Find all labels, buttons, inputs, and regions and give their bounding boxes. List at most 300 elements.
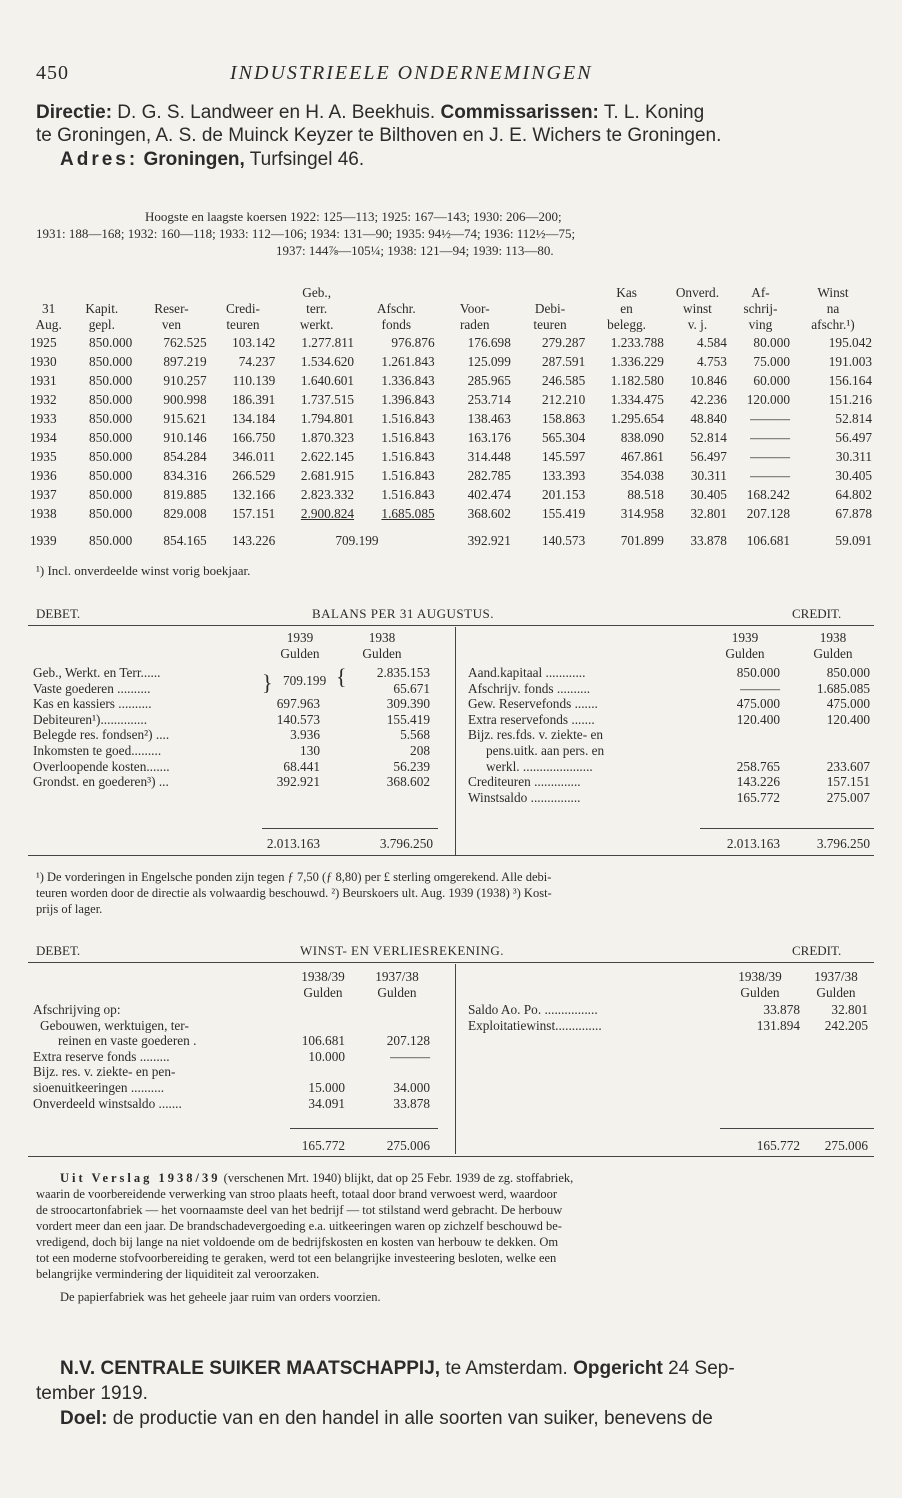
table-cell: 1.182.580 bbox=[610, 373, 664, 388]
table-header-cell: Af- bbox=[751, 285, 770, 300]
financial-history-table bbox=[28, 285, 874, 550]
line-item-value-current: 131.894 bbox=[756, 1017, 800, 1033]
table-cell: 1.737.515 bbox=[300, 392, 355, 407]
line-item-value-current: 68.441 bbox=[283, 758, 320, 774]
koersen-line-2: 1931: 188—168; 1932: 160—118; 1933: 112—106; 1934: 131—90; 1935: 94½—74; 1936: 112½—75; bbox=[36, 226, 576, 241]
line-item-label: Geb., Werkt. en Terr...... bbox=[33, 665, 161, 680]
table-cell: 80.000 bbox=[753, 335, 790, 350]
line-item-value-previous: 850.000 bbox=[826, 665, 870, 680]
line-item-value-previous: 1.685.085 bbox=[816, 680, 870, 696]
line-item-value-current: 697.963 bbox=[276, 696, 320, 712]
table-row bbox=[28, 428, 874, 447]
table-cell: 52.814 bbox=[690, 430, 727, 445]
table-cell: 1.516.843 bbox=[381, 449, 435, 464]
table-header-cell: Winst bbox=[817, 285, 849, 300]
table-cell: 163.176 bbox=[467, 430, 511, 445]
table-header-cell: Aug. bbox=[35, 317, 62, 332]
line-item-value-previous: 207.128 bbox=[386, 1033, 430, 1049]
table-cell: 1.233.788 bbox=[610, 335, 664, 350]
line-item-label: Kas en kassiers .......... bbox=[33, 696, 152, 712]
balans-total1-left: 2.013.163 bbox=[266, 836, 320, 851]
line-item-label: Extra reservefonds ....... bbox=[468, 711, 595, 727]
table-cell: 1.640.601 bbox=[300, 373, 355, 388]
table-cell: 285.965 bbox=[467, 373, 511, 388]
table-cell: 201.153 bbox=[542, 487, 586, 502]
table-cell: 157.151 bbox=[232, 506, 276, 521]
table-cell: 60.000 bbox=[753, 373, 790, 388]
running-title: INDUSTRIEELE ONDERNEMINGEN bbox=[230, 62, 593, 84]
line-item-label: pens.uitk. aan pers. en bbox=[486, 743, 605, 758]
table-row bbox=[28, 504, 874, 523]
table-cell: 1933 bbox=[30, 411, 57, 426]
table-cell: 1936 bbox=[30, 468, 57, 483]
directie-line-1: Directie: D. G. S. Landweer en H. A. Beekhuis. Commissarissen: T. L. Koning bbox=[36, 102, 705, 123]
table-cell: 64.802 bbox=[835, 487, 872, 502]
line-item-value-current: 3.936 bbox=[290, 727, 320, 743]
line-item-label: Extra reserve fonds ......... bbox=[33, 1048, 170, 1064]
balans-title: BALANS PER 31 AUGUSTUS. bbox=[312, 606, 494, 621]
table-cell: 850.000 bbox=[89, 449, 133, 464]
table-header-cell: Kas bbox=[616, 285, 637, 300]
table-cell: 195.042 bbox=[828, 335, 872, 350]
table-row bbox=[28, 352, 874, 371]
table-cell: 1.516.843 bbox=[381, 468, 435, 483]
table-cell: 266.529 bbox=[232, 468, 276, 483]
table-cell: 246.585 bbox=[542, 373, 586, 388]
table-header-cell: werkt. bbox=[299, 317, 334, 332]
table-cell: 850.000 bbox=[89, 392, 133, 407]
next-company-line-2: tember 1919. bbox=[36, 1383, 148, 1404]
line-item-value-current: 130 bbox=[300, 743, 320, 758]
verslag-line-7: belangrijke vermindering der liquiditeit zal veroorzaken. bbox=[36, 1267, 320, 1281]
line-item-label: Inkomsten te goed......... bbox=[33, 743, 162, 758]
line-item-label: Vaste goederen .......... bbox=[33, 680, 151, 696]
table-cell: 1938 bbox=[30, 506, 57, 521]
table-cell: 402.474 bbox=[467, 487, 511, 502]
balans-merged-value: 709.199 bbox=[283, 673, 327, 688]
table-cell: 138.463 bbox=[467, 411, 511, 426]
line-item-value-current: 258.765 bbox=[736, 758, 780, 774]
table-cell: 30.311 bbox=[690, 468, 727, 483]
balans-total2-left: 3.796.250 bbox=[379, 836, 433, 851]
table-cell: 850.000 bbox=[89, 354, 133, 369]
line-item-value-previous: 155.419 bbox=[386, 711, 430, 727]
table-cell: 392.921 bbox=[467, 533, 511, 548]
table-row bbox=[28, 390, 874, 409]
table-cell: 1.516.843 bbox=[381, 411, 435, 426]
table-cell: 143.226 bbox=[232, 533, 276, 548]
line-item-value-previous: 2.835.153 bbox=[376, 665, 430, 680]
table-cell: 10.846 bbox=[690, 373, 727, 388]
balans-year2-right: 1938 bbox=[819, 630, 847, 645]
table-header-row bbox=[28, 317, 874, 333]
table-header-cell: terr. bbox=[306, 301, 328, 316]
table-cell: 838.090 bbox=[620, 430, 664, 445]
table-cell: 467.861 bbox=[620, 449, 664, 464]
table-header-cell: ving bbox=[748, 317, 773, 332]
table-cell: 854.284 bbox=[163, 449, 207, 464]
wv-total2-left: 275.006 bbox=[386, 1138, 430, 1153]
line-item-value-previous: 65.671 bbox=[393, 680, 430, 696]
table-header-cell: raden bbox=[459, 317, 490, 332]
line-item-label: Afschrijving op: bbox=[33, 1002, 121, 1017]
table-cell: 120.000 bbox=[746, 392, 790, 407]
table-spacer bbox=[28, 523, 874, 531]
line-item-label: Grondst. en goederen³) ... bbox=[33, 774, 169, 790]
table-header-cell: winst bbox=[683, 301, 712, 316]
directie-label: Directie: bbox=[36, 102, 113, 123]
verslag-line-5: vredigend, doch bij lange na niet voldoende om de bedrijfskosten en kosten van herbouw te dekken. Om bbox=[36, 1235, 559, 1249]
line-item-value-current: 33.878 bbox=[763, 1002, 800, 1017]
table-cell: 346.011 bbox=[232, 449, 276, 464]
line-item-value-current: 392.921 bbox=[276, 774, 320, 790]
table-cell: 155.419 bbox=[542, 506, 586, 521]
table-cell: 1930 bbox=[30, 354, 57, 369]
table-cell: 1.534.620 bbox=[300, 354, 355, 369]
line-item-label: Crediteuren .............. bbox=[468, 774, 581, 790]
wv-top-rule bbox=[28, 962, 874, 963]
wv-y1-left: 1938/39 bbox=[301, 969, 345, 984]
line-item-value-previous: 242.205 bbox=[824, 1017, 868, 1033]
table-cell: 30.311 bbox=[835, 449, 872, 464]
table-cell: 212.210 bbox=[542, 392, 586, 407]
wv-left-total-rule bbox=[290, 1128, 438, 1129]
wv-right-total-rule bbox=[720, 1128, 874, 1129]
table-cell: 168.242 bbox=[746, 487, 790, 502]
table-row bbox=[28, 466, 874, 485]
table-cell: ——— bbox=[750, 449, 790, 464]
line-item-label: Winstsaldo ............... bbox=[468, 789, 581, 805]
table-cell: 125.099 bbox=[467, 354, 511, 369]
line-item-label: Exploitatiewinst.............. bbox=[468, 1017, 602, 1033]
verslag-line-6: tot een moderne stofvoorbereiding te geraken, werd tot een belangrijke investeering besloten, welke een bbox=[36, 1251, 557, 1265]
table-header-cell: teuren bbox=[533, 317, 567, 332]
table-cell: 88.518 bbox=[627, 487, 664, 502]
line-item-label: reinen en vaste goederen . bbox=[58, 1033, 197, 1049]
table-header-cell bbox=[513, 285, 587, 301]
table-cell: ——— bbox=[750, 430, 790, 445]
wv-cur2-right: Gulden bbox=[816, 985, 856, 1000]
balans-brace-left: } bbox=[262, 670, 273, 695]
table-cell: 850.000 bbox=[89, 506, 133, 521]
line-item-value-previous: 34.000 bbox=[393, 1080, 430, 1095]
wv-bottom-rule bbox=[28, 1156, 874, 1157]
table-cell: 279.287 bbox=[542, 335, 586, 350]
line-item-label: Belegde res. fondsen²) .... bbox=[33, 727, 170, 743]
table-header-cell: Geb., bbox=[302, 285, 332, 300]
table-cell: 850.000 bbox=[89, 533, 133, 548]
table-cell: 207.128 bbox=[746, 506, 790, 521]
table-header-cell: na bbox=[826, 301, 840, 316]
table-cell: 314.958 bbox=[620, 506, 664, 521]
table-cell: 282.785 bbox=[467, 468, 511, 483]
line-item-label: Bijz. res.fds. v. ziekte- en bbox=[468, 727, 604, 743]
table-cell: 42.236 bbox=[690, 392, 727, 407]
table-header-cell: Afschr. bbox=[376, 301, 416, 316]
table-cell: 134.184 bbox=[232, 411, 276, 426]
table-cell: ——— bbox=[750, 468, 790, 483]
line-item-label: Gebouwen, werktuigen, ter- bbox=[40, 1017, 189, 1033]
balans-right-total-rule bbox=[700, 828, 874, 829]
table-cell: 166.750 bbox=[232, 430, 276, 445]
balans-left-total-rule bbox=[262, 828, 438, 829]
wv-total2-right: 275.006 bbox=[824, 1138, 868, 1153]
table-cell: 4.584 bbox=[697, 335, 727, 350]
next-company-doel: Doel: de productie van en den handel in alle soorten van suiker, benevens de bbox=[60, 1408, 713, 1429]
table-header-cell: schrij- bbox=[743, 301, 778, 316]
table-cell: 701.899 bbox=[620, 533, 664, 548]
line-item-value-previous: 5.568 bbox=[400, 727, 430, 743]
table-row bbox=[28, 333, 874, 352]
table-header-cell: Onverd. bbox=[675, 285, 720, 300]
table-cell: 1932 bbox=[30, 392, 57, 407]
table-cell: 829.008 bbox=[163, 506, 207, 521]
table-cell: 1934 bbox=[30, 430, 57, 445]
table-cell: 191.003 bbox=[828, 354, 872, 369]
line-item-label: Saldo Ao. Po. ................ bbox=[468, 1002, 598, 1017]
table-cell: 2.823.332 bbox=[300, 487, 355, 502]
line-item-value-current: 15.000 bbox=[308, 1080, 345, 1095]
table-header-cell bbox=[437, 285, 513, 301]
line-item-value-current: 143.226 bbox=[736, 774, 780, 790]
table-cell: 33.878 bbox=[690, 533, 727, 548]
table-cell: ——— bbox=[750, 411, 790, 426]
table-cell: 253.714 bbox=[467, 392, 511, 407]
balans-debet: DEBET. bbox=[36, 606, 81, 621]
line-item-label: Afschrijv. fonds .......... bbox=[468, 680, 591, 696]
wv-credit: CREDIT. bbox=[792, 943, 842, 958]
balans-credit: CREDIT. bbox=[792, 606, 842, 621]
wv-cur2-left: Gulden bbox=[377, 985, 417, 1000]
table-header-row bbox=[28, 301, 874, 317]
table-cell: 1.685.085 bbox=[381, 506, 435, 521]
line-item-value-previous: 157.151 bbox=[826, 774, 870, 790]
table-cell: 1.261.843 bbox=[381, 354, 435, 369]
balans-total2-right: 3.796.250 bbox=[816, 836, 870, 851]
wv-y2-right: 1937/38 bbox=[814, 969, 858, 984]
table-cell: 59.091 bbox=[835, 533, 872, 548]
line-item-value-previous: 233.607 bbox=[826, 758, 870, 774]
table-cell: 74.237 bbox=[238, 354, 276, 369]
table-cell: 1.334.475 bbox=[610, 392, 664, 407]
wv-y2-left: 1937/38 bbox=[375, 969, 419, 984]
table-header-cell: Credi- bbox=[225, 301, 260, 316]
table-cell: 368.602 bbox=[467, 506, 511, 521]
adres-label: Adres: bbox=[60, 149, 139, 170]
table-row bbox=[28, 485, 874, 504]
table-header-cell: Kapit. bbox=[85, 301, 119, 316]
balans-note-3: prijs of lager. bbox=[36, 902, 103, 916]
page-number: 450 bbox=[36, 62, 69, 84]
verslag-line-1: Uit Verslag 1938/39 (verschenen Mrt. 1940) blijkt, dat op 25 Febr. 1939 de zg. stoffabriek, bbox=[60, 1171, 574, 1185]
table-header-cell: belegg. bbox=[607, 317, 646, 332]
table-header-cell: en bbox=[620, 301, 633, 316]
table-cell: 186.391 bbox=[232, 392, 276, 407]
table-header-row bbox=[28, 285, 874, 301]
table-cell: 2.681.915 bbox=[300, 468, 355, 483]
table-header-cell: Voor- bbox=[459, 301, 490, 316]
table-cell: 1935 bbox=[30, 449, 57, 464]
table-cell: 850.000 bbox=[89, 468, 133, 483]
table-cell: 106.681 bbox=[746, 533, 790, 548]
table-cell: 854.165 bbox=[163, 533, 207, 548]
line-item-value-current: 10.000 bbox=[308, 1048, 345, 1064]
table-cell: 156.164 bbox=[828, 373, 872, 388]
adres-line: Adres: Groningen, Turfsingel 46. bbox=[60, 149, 365, 170]
wv-y1-right: 1938/39 bbox=[738, 969, 782, 984]
table-cell: 132.166 bbox=[232, 487, 276, 502]
balans-brace-right: { bbox=[336, 664, 347, 689]
line-item-value-previous: 368.602 bbox=[386, 774, 430, 790]
line-item-value-previous: 475.000 bbox=[826, 696, 870, 712]
table-cell: 1.295.654 bbox=[610, 411, 664, 426]
table-cell: 1.870.323 bbox=[300, 430, 355, 445]
table-cell: 151.216 bbox=[828, 392, 872, 407]
table-cell: 709.199 bbox=[335, 533, 379, 548]
table-cell: 287.591 bbox=[542, 354, 586, 369]
table-cell: 56.497 bbox=[690, 449, 727, 464]
wv-cur1-right: Gulden bbox=[740, 985, 780, 1000]
line-item-value-previous: 33.878 bbox=[393, 1095, 430, 1111]
table-footnote: ¹) Incl. onverdeelde winst vorig boekjaar. bbox=[36, 563, 251, 578]
wv-divider bbox=[455, 964, 456, 1154]
table-cell: 897.219 bbox=[163, 354, 207, 369]
balans-year2-left: 1938 bbox=[368, 630, 396, 645]
table-cell: 56.497 bbox=[835, 430, 872, 445]
koersen-line-3: 1937: 144⅞—105¼; 1938: 121—94; 1939: 113—80. bbox=[276, 243, 554, 258]
table-cell: 133.393 bbox=[542, 468, 586, 483]
koersen-line-1: Hoogste en laagste koersen 1922: 125—113; 1925: 167—143; 1930: 206—200; bbox=[145, 209, 562, 224]
table-cell: 850.000 bbox=[89, 373, 133, 388]
table-cell: 2.622.145 bbox=[300, 449, 355, 464]
table-cell: 1937 bbox=[30, 487, 57, 502]
table-header-cell: 31 bbox=[42, 301, 56, 316]
table-header-cell bbox=[28, 285, 69, 301]
line-item-label: Gew. Reservefonds ....... bbox=[468, 696, 598, 712]
table-header-cell: ven bbox=[161, 317, 182, 332]
line-item-label: Overloopende kosten....... bbox=[33, 758, 170, 774]
table-cell: 1.516.843 bbox=[381, 430, 435, 445]
next-company-name: N.V. CENTRALE SUIKER MAATSCHAPPIJ, bbox=[60, 1358, 441, 1379]
table-cell: 30.405 bbox=[690, 487, 727, 502]
table-cell: 140.573 bbox=[542, 533, 586, 548]
table-cell: 30.405 bbox=[835, 468, 872, 483]
balans-cur2-right: Gulden bbox=[813, 646, 853, 661]
line-item-value-current: 850.000 bbox=[736, 665, 780, 680]
balans-divider bbox=[455, 627, 456, 855]
table-cell: 900.998 bbox=[163, 392, 207, 407]
commissarissen-label: Commissarissen: bbox=[440, 102, 599, 123]
line-item-value-current: 475.000 bbox=[736, 696, 780, 712]
table-cell: 910.257 bbox=[163, 373, 207, 388]
line-item-label: werkl. ..................... bbox=[486, 758, 593, 774]
balans-top-rule bbox=[28, 625, 874, 626]
table-cell: 1925 bbox=[30, 335, 57, 350]
table-cell: 834.316 bbox=[163, 468, 207, 483]
table-row bbox=[28, 409, 874, 428]
table-cell: 1.516.843 bbox=[381, 487, 435, 502]
line-item-label: Aand.kapitaal ............ bbox=[468, 665, 586, 680]
line-item-label: sioenuitkeeringen .......... bbox=[33, 1080, 165, 1095]
table-cell: 850.000 bbox=[89, 335, 133, 350]
line-item-value-current: 106.681 bbox=[301, 1033, 345, 1049]
table-cell: 1.396.843 bbox=[381, 392, 435, 407]
table-cell: 75.000 bbox=[753, 354, 790, 369]
table-cell: 48.840 bbox=[690, 411, 727, 426]
table-header-cell bbox=[69, 285, 134, 301]
table-cell: 1939 bbox=[30, 533, 57, 548]
table-cell: 1931 bbox=[30, 373, 57, 388]
line-item-label: Debiteuren¹).............. bbox=[33, 711, 148, 727]
table-header-cell: teuren bbox=[226, 317, 260, 332]
wv-total1-right: 165.772 bbox=[756, 1138, 800, 1153]
wv-cur1-left: Gulden bbox=[303, 985, 343, 1000]
table-header-cell: gepl. bbox=[88, 317, 115, 332]
table-cell: 565.304 bbox=[542, 430, 586, 445]
table-row bbox=[28, 371, 874, 390]
table-cell: 67.878 bbox=[835, 506, 872, 521]
next-company-line-1: N.V. CENTRALE SUIKER MAATSCHAPPIJ, te Amsterdam. Opgericht 24 Sep- bbox=[60, 1358, 735, 1379]
verslag-line-4: vordert meer dan een jaar. De brandschadevergoeding e.a. uitkeeringen waren op zichzelf beschouwd be- bbox=[36, 1219, 562, 1233]
wv-total1-left: 165.772 bbox=[301, 1138, 345, 1153]
verslag-line-2: waarin de voorbereidende verwerking van stroo plaats heeft, totaal door brand verwoest werd, waardoor bbox=[36, 1187, 557, 1201]
table-cell: 2.900.824 bbox=[300, 506, 355, 521]
table-cell: 1.277.811 bbox=[301, 335, 355, 350]
balans-cur2-left: Gulden bbox=[362, 646, 402, 661]
balans-year1-left: 1939 bbox=[286, 630, 314, 645]
balans-year1-right: 1939 bbox=[731, 630, 759, 645]
line-item-value-current: 165.772 bbox=[736, 789, 780, 805]
table-cell: 145.597 bbox=[542, 449, 586, 464]
table-header-cell: Reser- bbox=[154, 301, 189, 316]
balans-total1-right: 2.013.163 bbox=[726, 836, 780, 851]
table-cell: 915.621 bbox=[163, 411, 207, 426]
table-cell: 354.038 bbox=[620, 468, 664, 483]
table-cell: 314.448 bbox=[467, 449, 511, 464]
line-item-label: Onverdeeld winstsaldo ....... bbox=[33, 1095, 182, 1111]
table-header-cell: fonds bbox=[381, 317, 412, 332]
table-cell: 4.753 bbox=[697, 354, 727, 369]
line-item-value-previous: 275.007 bbox=[826, 789, 870, 805]
line-item-value-previous: 32.801 bbox=[831, 1002, 868, 1017]
verslag-line-3: de stroocartonfabriek — het voornaamste deel van het bedrijf — tot stilstand werd gebracht. De herbouw bbox=[36, 1203, 563, 1217]
table-header-cell: afschr.¹) bbox=[811, 317, 855, 332]
directie-line-2: te Groningen, A. S. de Muinck Keyzer te Bilthoven en J. E. Wichers te Groningen. bbox=[36, 125, 722, 146]
table-cell: 1.336.843 bbox=[381, 373, 435, 388]
table-header-cell bbox=[134, 285, 208, 301]
table-cell: 762.525 bbox=[163, 335, 207, 350]
table-cell: 819.885 bbox=[163, 487, 207, 502]
balans-note-2: teuren worden door de directie als volwaardig beschouwd. ²) Beurskoers ult. Aug. 1939 (1938) ³) Kost- bbox=[36, 886, 552, 900]
line-item-value-previous: 208 bbox=[410, 743, 430, 758]
line-item-value-current: 34.091 bbox=[308, 1095, 345, 1111]
line-item-value-previous: 309.390 bbox=[386, 696, 430, 712]
table-row-1939 bbox=[28, 531, 874, 550]
line-item-label: Bijz. res. v. ziekte- en pen- bbox=[33, 1064, 176, 1080]
table-cell: 103.142 bbox=[232, 335, 276, 350]
table-cell: 158.863 bbox=[542, 411, 586, 426]
table-header-cell bbox=[356, 285, 437, 301]
table-header-cell: Debi- bbox=[534, 301, 566, 316]
table-cell: 910.146 bbox=[163, 430, 207, 445]
table-cell: 110.139 bbox=[232, 373, 276, 388]
table-header-cell bbox=[209, 285, 278, 301]
line-item-value-current: ——— bbox=[740, 680, 780, 696]
table-cell: 850.000 bbox=[89, 411, 133, 426]
line-item-value-previous: ——— bbox=[390, 1048, 430, 1064]
balans-cur1-left: Gulden bbox=[280, 646, 320, 661]
wv-debet: DEBET. bbox=[36, 943, 81, 958]
